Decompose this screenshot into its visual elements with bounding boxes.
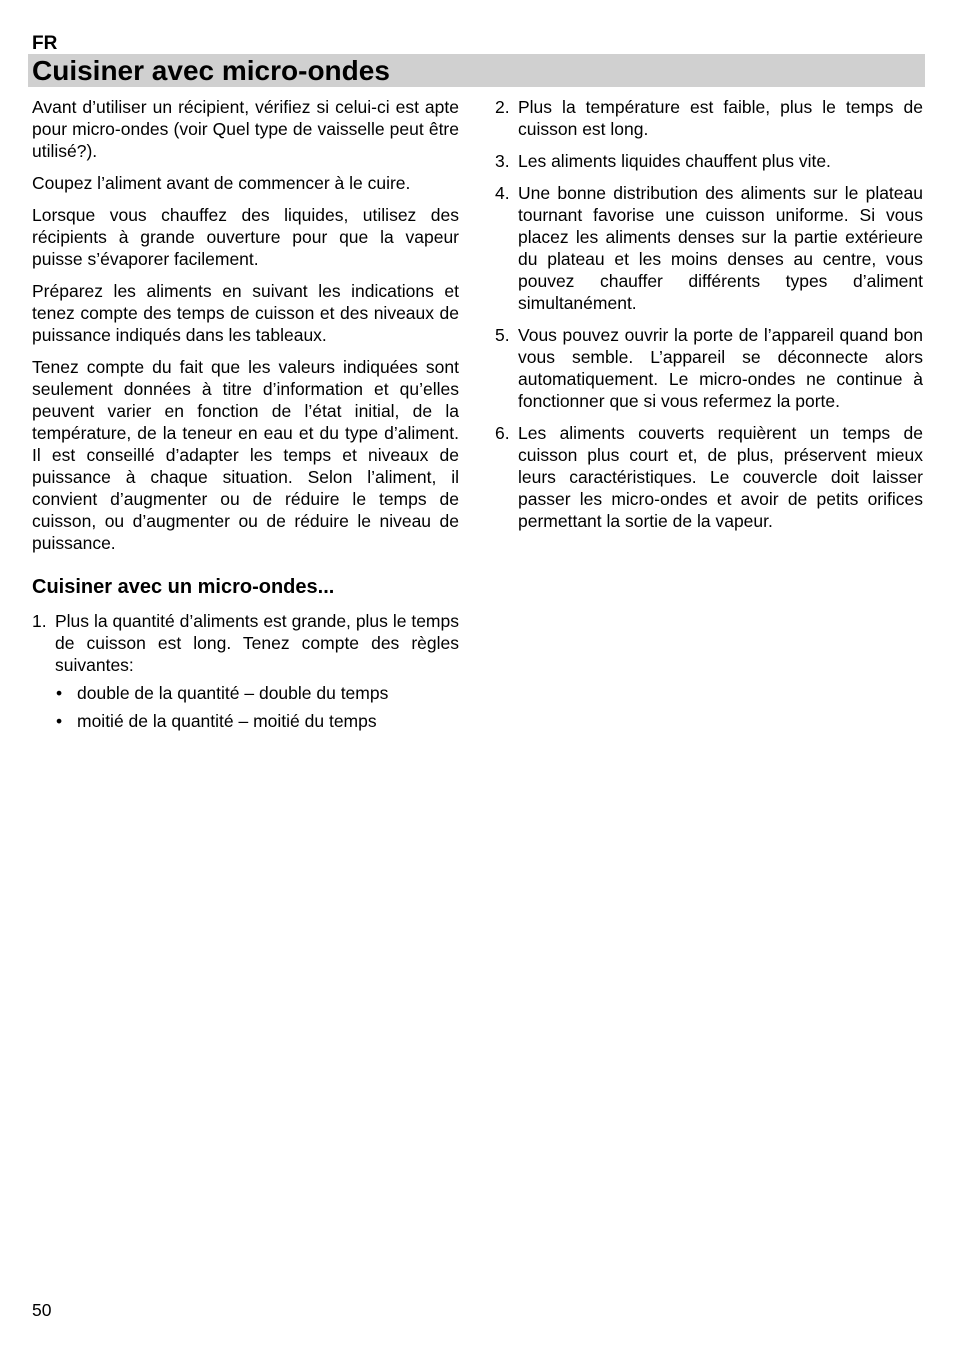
right-column — [495, 96, 923, 542]
bullet-text: double de la quantité – double du temps — [77, 683, 389, 703]
title-bar — [28, 54, 925, 87]
item-number: 1. — [32, 611, 47, 631]
paragraph: Préparez les aliments en suivant les indications et tenez compte des temps de cuisson et des niveaux de puissance indiqués dans les tableaux. — [32, 281, 459, 345]
bullet-text: moitié de la quantité – moitié du temps — [77, 711, 377, 731]
paragraph: Tenez compte du fait que les valeurs indiquées sont seulement données à titre d’information et qu’elles peuvent varier en fonction de l’état initial, de la température, de la teneur en eau et du type d’aliment. Il est conseillé d’adapter les temps et niveaux de puissance à chaque situation. Selon l’aliment, il convient d’augmenter ou de réduire le temps de cuisson, ou d’augmenter ou de réduire le niveau de puissance. — [32, 357, 459, 553]
item-number: 2. — [495, 97, 510, 117]
numbered-item — [495, 150, 923, 172]
numbered-item — [495, 182, 923, 314]
item-text: Plus la quantité d’aliments est grande, plus le temps de cuisson est long. Tenez compte des règles suivantes: — [55, 611, 459, 675]
item-number: 5. — [495, 325, 510, 345]
page-title: Cuisiner avec micro-ondes — [32, 55, 390, 86]
bullet-item — [55, 710, 459, 732]
item-text: Vous pouvez ouvrir la porte de l’appareil quand bon vous semble. L’appareil se déconnecte alors automatiquement. Le micro-ondes ne continue à fonctionner que si vous refermez la porte. — [518, 325, 923, 411]
bullet-item — [55, 682, 459, 704]
item-text: Les aliments liquides chauffent plus vite. — [518, 151, 831, 171]
item-text: Plus la température est faible, plus le temps de cuisson est long. — [518, 97, 923, 139]
numbered-item — [495, 422, 923, 532]
numbered-item — [32, 610, 459, 676]
page-number: 50 — [32, 1300, 52, 1320]
item-text: Une bonne distribution des aliments sur le plateau tournant favorise une cuisson uniforme. Si vous placez les aliments denses sur la partie extérieure du plateau et les moins denses au centre, vous pouvez chauffer différents types d’aliment simultanément. — [518, 183, 923, 313]
bullet-icon: • — [56, 711, 63, 731]
section-subheading: Cuisiner avec un micro-ondes... — [32, 576, 335, 598]
numbered-item — [495, 324, 923, 412]
item-text: Les aliments couverts requièrent un temps de cuisson plus court et, de plus, préservent mieux leurs caractéristiques. Le couvercle doit laisser passer les micro-ondes et avoir de petits orifices permettant la sortie de la vapeur. — [518, 423, 923, 531]
bullet-list — [55, 682, 459, 732]
language-label: FR — [32, 33, 58, 54]
paragraph: Lorsque vous chauffez des liquides, utilisez des récipients à grande ouverture pour que la vapeur puisse s’évaporer facilement. — [32, 205, 459, 269]
left-column — [32, 96, 459, 738]
bullet-icon: • — [56, 683, 63, 703]
item-number: 6. — [495, 423, 510, 443]
paragraph: Coupez l’aliment avant de commencer à le cuire. — [32, 173, 411, 193]
item-number: 4. — [495, 183, 510, 203]
paragraph: Avant d’utiliser un récipient, vérifiez si celui-ci est apte pour micro-ondes (voir Quel type de vaisselle peut être utilisé?). — [32, 97, 459, 161]
item-number: 3. — [495, 151, 510, 171]
numbered-item — [495, 96, 923, 140]
